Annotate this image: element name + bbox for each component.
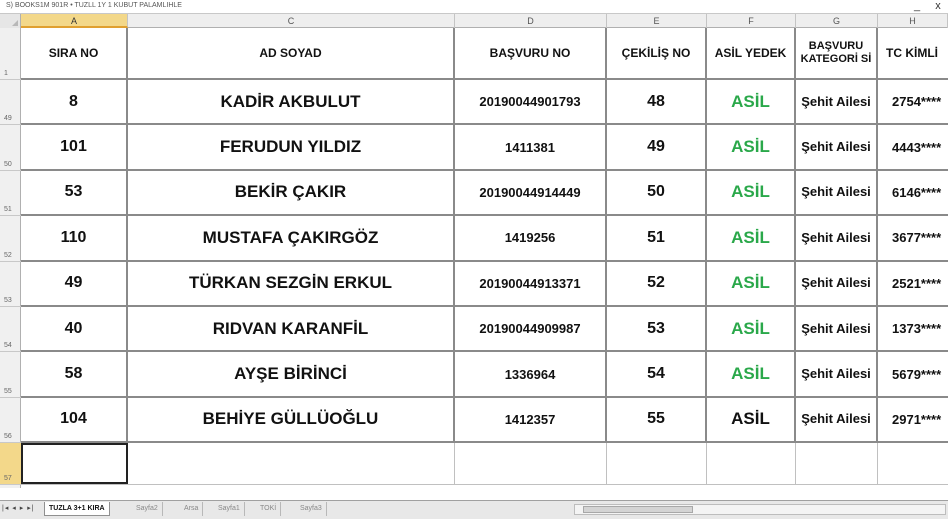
sheet-tab[interactable]: Sayfa1 [214, 502, 245, 516]
tc-kimlik-cell[interactable]: 2521**** [892, 275, 942, 291]
ad-soyad-cell[interactable]: TÜRKAN SEZGİN ERKUL [128, 262, 455, 305]
asil-yedek-cell[interactable]: ASİL [707, 352, 796, 395]
sira-no-cell[interactable]: 8 [21, 80, 128, 123]
column-header-g[interactable]: G [796, 14, 878, 28]
row-header-bar [0, 28, 21, 488]
cekilis-no-cell[interactable]: 49 [607, 125, 707, 168]
basvuru-no-cell[interactable]: 20190044913371 [455, 262, 607, 305]
row-number: 54 [4, 342, 12, 350]
ad-soyad-cell[interactable]: RIDVAN KARANFİL [128, 307, 455, 350]
row-number: 53 [4, 296, 12, 304]
column-header-a[interactable]: A [21, 14, 128, 28]
cekilis-no-cell[interactable]: 52 [607, 262, 707, 305]
empty-cell[interactable] [455, 443, 607, 484]
basvuru-no-cell[interactable]: 1336964 [455, 352, 607, 395]
active-cell-cursor[interactable] [21, 443, 128, 484]
table-row [21, 216, 948, 261]
sira-no-cell[interactable]: 110 [21, 216, 128, 259]
row-header[interactable] [0, 125, 21, 170]
select-all-corner[interactable] [0, 14, 21, 28]
cekilis-no-cell[interactable]: 48 [607, 80, 707, 123]
sira-no-cell[interactable]: 58 [21, 352, 128, 395]
row-number: 50 [4, 160, 12, 168]
kategori-cell[interactable]: Şehit Ailesi [796, 80, 878, 123]
tc-kimlik-cell[interactable]: 5679**** [892, 366, 942, 382]
row-header[interactable] [0, 307, 21, 352]
cekilis-no-cell[interactable]: 54 [607, 352, 707, 395]
empty-cell[interactable] [128, 443, 455, 484]
row-header[interactable] [0, 398, 21, 443]
basvuru-no-cell[interactable]: 1411381 [455, 125, 607, 168]
table-row [21, 262, 948, 307]
tc-kimlik-cell[interactable]: 6146**** [892, 184, 942, 200]
column-header-h[interactable]: H [878, 14, 948, 28]
column-header-bar [0, 14, 948, 28]
header-cekilis-no[interactable]: ÇEKİLİŞ NO [607, 28, 707, 78]
column-header-d[interactable]: D [455, 14, 607, 28]
ad-soyad-cell[interactable]: AYŞE BİRİNCİ [128, 352, 455, 395]
kategori-cell[interactable]: Şehit Ailesi [796, 216, 878, 259]
empty-row [21, 443, 948, 485]
tc-kimlik-cell[interactable]: 2971**** [892, 411, 942, 427]
sira-no-cell[interactable]: 40 [21, 307, 128, 350]
header-sira-no[interactable]: SIRA NO [21, 28, 128, 78]
row-header[interactable] [0, 443, 21, 485]
column-header-f[interactable]: F [707, 14, 796, 28]
kategori-cell[interactable]: Şehit Ailesi [796, 307, 878, 350]
row-header[interactable] [0, 80, 21, 125]
sheet-tab[interactable]: Arsa [180, 502, 203, 516]
header-row [21, 28, 948, 80]
asil-yedek-cell[interactable]: ASİL [707, 262, 796, 305]
cekilis-no-cell[interactable]: 55 [607, 398, 707, 441]
row-number: 51 [4, 206, 12, 214]
table-row [21, 125, 948, 170]
sira-no-cell[interactable]: 53 [21, 171, 128, 214]
ad-soyad-cell[interactable]: FERUDUN YILDIZ [128, 125, 455, 168]
table-row [21, 352, 948, 397]
empty-cell[interactable] [607, 443, 707, 484]
asil-yedek-cell[interactable]: ASİL [707, 307, 796, 350]
header-asil-yedek[interactable]: ASİL YEDEK [707, 28, 796, 78]
empty-cell[interactable] [796, 443, 878, 484]
row-header[interactable] [0, 216, 21, 261]
kategori-cell[interactable]: Şehit Ailesi [796, 262, 878, 305]
empty-cell[interactable] [878, 443, 948, 484]
basvuru-no-cell[interactable]: 1412357 [455, 398, 607, 441]
ad-soyad-cell[interactable]: BEKİR ÇAKIR [128, 171, 455, 214]
tc-kimlik-cell[interactable]: 1373**** [892, 321, 942, 337]
sheet-navigation-arrows[interactable]: |◂ ◂ ▸ ▸| [2, 505, 35, 512]
sheet-tab[interactable]: Sayfa3 [296, 502, 327, 516]
cekilis-no-cell[interactable]: 51 [607, 216, 707, 259]
table-row [21, 398, 948, 443]
asil-yedek-cell[interactable]: ASİL [707, 125, 796, 168]
column-header-c[interactable]: C [128, 14, 455, 28]
row-number: 1 [4, 70, 8, 77]
cekilis-no-cell[interactable]: 53 [607, 307, 707, 350]
header-ad-soyad[interactable]: AD SOYAD [128, 28, 455, 78]
basvuru-no-cell[interactable]: 20190044901793 [455, 80, 607, 123]
sira-no-cell[interactable]: 49 [21, 262, 128, 305]
row-header[interactable] [0, 352, 21, 397]
asil-yedek-cell[interactable]: ASİL [707, 171, 796, 214]
row-number: 55 [4, 387, 12, 395]
header-basvuru-kategorisi[interactable]: BAŞVURU KATEGORİ Sİ [796, 28, 878, 78]
window-title: S) BOOKS1M 901R • TUZLL 1Y 1 KUBUT PALAMLIHLE [6, 2, 182, 9]
kategori-cell[interactable]: Şehit Ailesi [796, 171, 878, 214]
sheet-tab[interactable]: Sayfa2 [132, 502, 163, 516]
sheet-tab[interactable]: TUZLA 3+1 KIRA [44, 502, 110, 516]
table-row [21, 171, 948, 216]
basvuru-no-cell[interactable]: 20190044914449 [455, 171, 607, 214]
tc-kimlik-cell[interactable]: 3677**** [892, 230, 942, 246]
row-number: 57 [4, 475, 12, 483]
sheet-tab[interactable]: TOKİ [256, 502, 281, 516]
horizontal-scrollbar[interactable] [574, 504, 946, 515]
kategori-cell[interactable]: Şehit Ailesi [796, 352, 878, 395]
spreadsheet-grid[interactable] [21, 28, 948, 488]
basvuru-no-cell[interactable]: 20190044909987 [455, 307, 607, 350]
column-header-e[interactable]: E [607, 14, 707, 28]
kategori-cell[interactable]: Şehit Ailesi [796, 398, 878, 441]
row-header[interactable] [0, 262, 21, 307]
row-number: 49 [4, 115, 12, 123]
table-row [21, 307, 948, 352]
ad-soyad-cell[interactable]: BEHİYE GÜLLÜOĞLU [128, 398, 455, 441]
asil-yedek-cell[interactable]: ASİL [707, 398, 796, 441]
header-tc-kimlik[interactable]: TC KİMLİ [886, 46, 938, 60]
ad-soyad-cell[interactable]: KADİR AKBULUT [128, 80, 455, 123]
sheet-tab-bar [0, 500, 948, 519]
asil-yedek-cell[interactable]: ASİL [707, 80, 796, 123]
kategori-cell[interactable]: Şehit Ailesi [796, 125, 878, 168]
basvuru-no-cell[interactable]: 1419256 [455, 216, 607, 259]
tc-kimlik-cell[interactable]: 2754**** [892, 94, 942, 110]
sira-no-cell[interactable]: 104 [21, 398, 128, 441]
minimize-button[interactable]: _ [913, 0, 921, 12]
header-basvuru-no[interactable]: BAŞVURU NO [455, 28, 607, 78]
window-titlebar [0, 0, 948, 14]
cekilis-no-cell[interactable]: 50 [607, 171, 707, 214]
row-header[interactable] [0, 28, 21, 80]
row-number: 56 [4, 433, 12, 441]
asil-yedek-cell[interactable]: ASİL [707, 216, 796, 259]
row-header[interactable] [0, 171, 21, 216]
empty-cell[interactable] [707, 443, 796, 484]
tc-kimlik-cell[interactable]: 4443**** [892, 139, 942, 155]
table-row [21, 80, 948, 125]
row-number: 52 [4, 251, 12, 259]
sira-no-cell[interactable]: 101 [21, 125, 128, 168]
ad-soyad-cell[interactable]: MUSTAFA ÇAKIRGÖZ [128, 216, 455, 259]
close-button[interactable]: x [935, 0, 941, 12]
scrollbar-thumb[interactable] [583, 506, 693, 513]
